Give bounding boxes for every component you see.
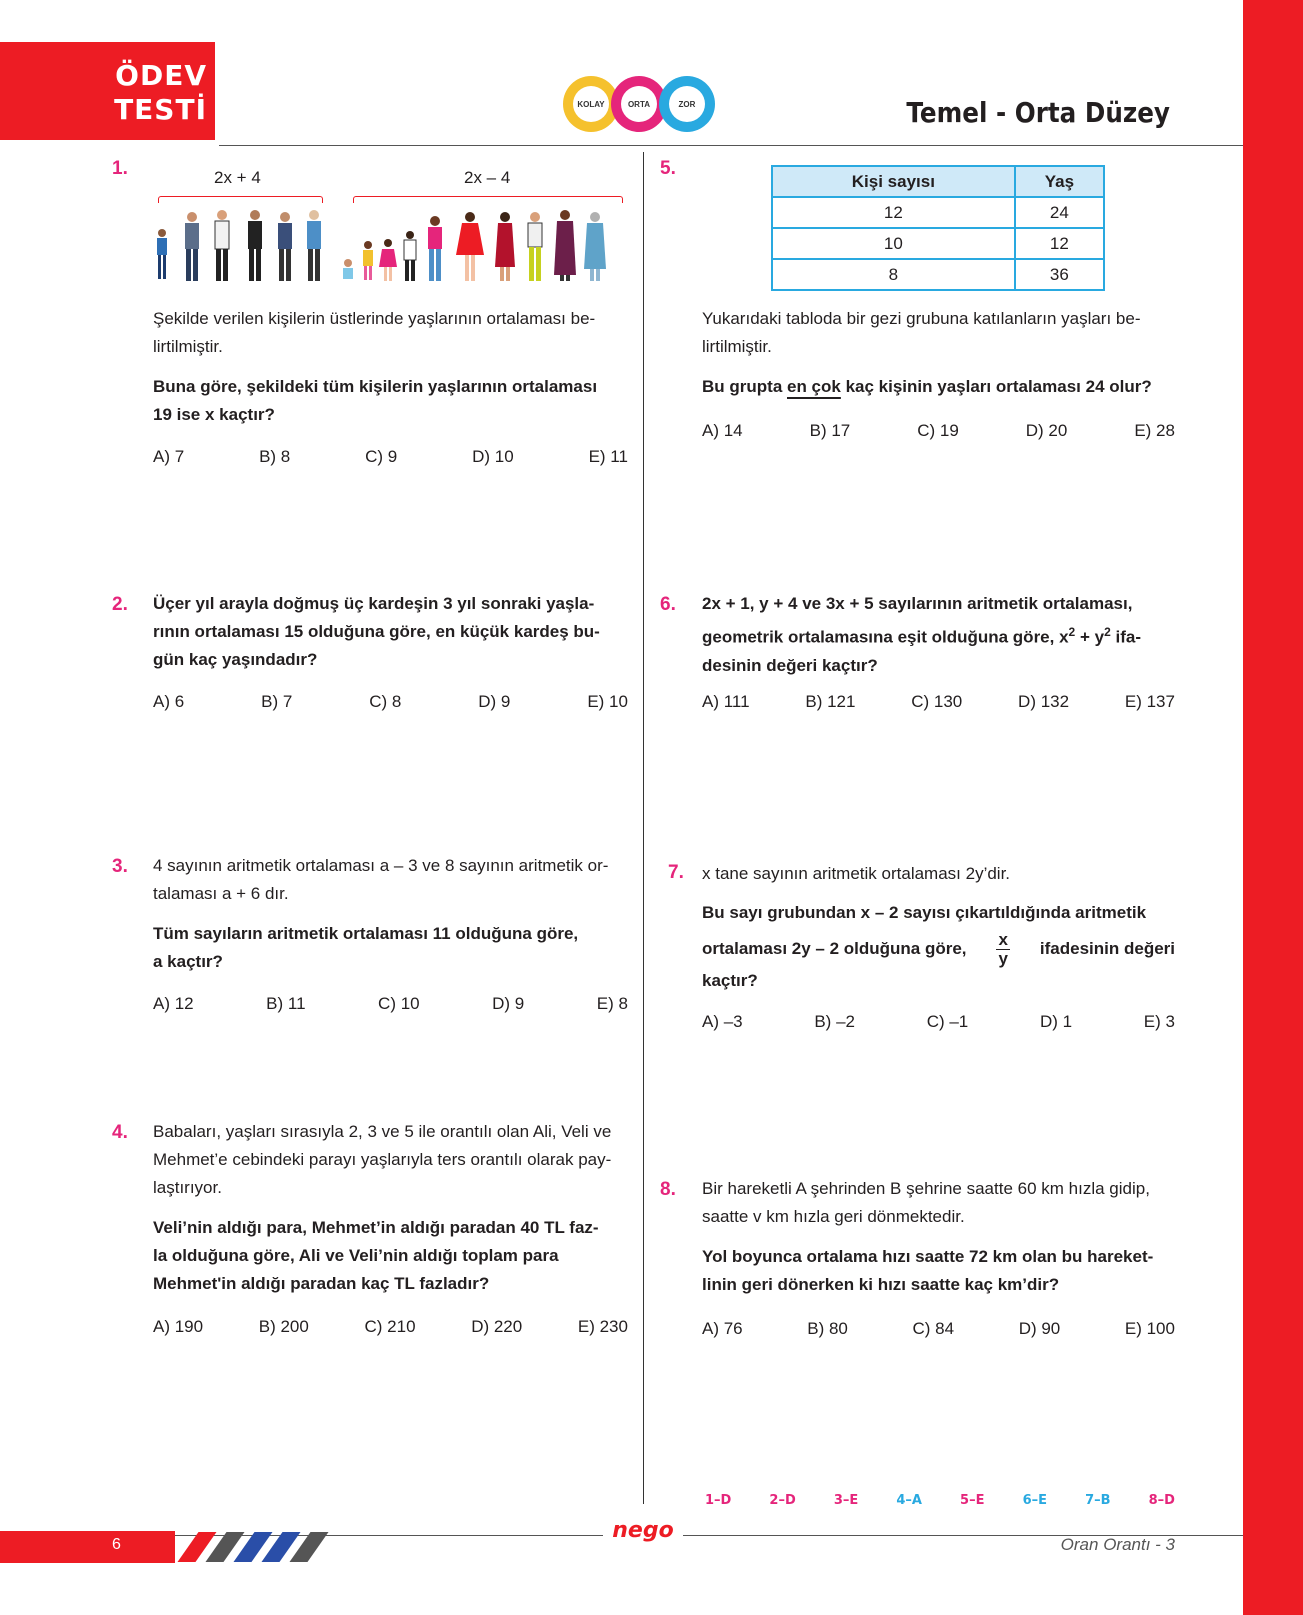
- table-header-count: Kişi sayısı: [772, 166, 1015, 197]
- q6-bold-line2: [702, 618, 1175, 652]
- level-hard: [659, 76, 715, 132]
- person-icon: [456, 212, 484, 281]
- q5-options: [702, 421, 1175, 441]
- q2-option-a[interactable]: A) 6: [153, 692, 185, 711]
- q2-bold-line2: rının ortalaması 15 olduğuna göre, en küçük kardeş bu-: [153, 622, 600, 641]
- q7-option-b[interactable]: B) –2: [814, 1012, 855, 1031]
- q5-option-e[interactable]: E) 28: [1134, 421, 1175, 440]
- answer-7: 7–B: [1085, 1493, 1111, 1508]
- q4-number: 4.: [112, 1122, 128, 1143]
- difficulty-indicator: [563, 74, 733, 134]
- q4-option-d[interactable]: D) 220: [471, 1317, 523, 1336]
- q7-line2-post: ifadesinin değeri: [1039, 939, 1175, 958]
- q2-bold-line3: gün kaç yaşındadır?: [153, 650, 318, 669]
- q1-option-a[interactable]: A) 7: [153, 447, 185, 466]
- person-icon: [554, 210, 576, 281]
- answer-6: 6–E: [1022, 1493, 1047, 1508]
- person-icon: [363, 241, 373, 280]
- q4-text-line3: laştırıyor.: [153, 1178, 222, 1197]
- person-icon: [278, 212, 292, 281]
- q5-text-line2: lirtilmiştir.: [702, 337, 772, 356]
- q6-sup-x: 2: [1068, 625, 1076, 639]
- q6-line2-mid: + y: [1075, 627, 1105, 647]
- q5-intro: [702, 305, 1175, 361]
- q6-option-e[interactable]: E) 137: [1124, 692, 1175, 711]
- q8-question: [702, 1243, 1175, 1299]
- q3-question: [153, 920, 628, 976]
- page-number: 6: [112, 1536, 121, 1553]
- person-icon: [157, 229, 167, 279]
- q8-number: 8.: [660, 1179, 676, 1200]
- q5-text-line1: Yukarıdaki tabloda bir gezi grubuna katılanların yaşları be-: [702, 309, 1141, 328]
- q8-option-c[interactable]: C) 84: [912, 1319, 955, 1338]
- women-group: [343, 210, 606, 281]
- table-cell: 12: [772, 197, 1015, 228]
- q6-bold-line1: 2x + 1, y + 4 ve 3x + 5 sayılarının aritmetik ortalaması,: [702, 594, 1133, 613]
- q1-option-d[interactable]: D) 10: [472, 447, 514, 466]
- q1-text-line2: lirtilmiştir.: [153, 337, 223, 356]
- q4-text-line1: Babaları, yaşları sırasıyla 2, 3 ve 5 ile orantılı olan Ali, Veli ve: [153, 1122, 612, 1141]
- q3-options: [153, 994, 628, 1014]
- q3-text-line2: talaması a + 6 dır.: [153, 884, 289, 903]
- q5-number: 5.: [660, 158, 676, 179]
- women-brace: [353, 196, 623, 203]
- q2-question: [153, 590, 628, 674]
- table-cell: 36: [1015, 259, 1104, 290]
- q4-text-line2: Mehmet’e cebindeki parayı yaşlarıyla ters orantılı olarak pay-: [153, 1150, 612, 1169]
- q7-options: [702, 1012, 1175, 1032]
- q1-question: [153, 373, 628, 429]
- q6-options: [702, 692, 1175, 712]
- q7-number: 7.: [668, 862, 684, 883]
- q3-option-a[interactable]: A) 12: [153, 994, 194, 1013]
- q2-option-d[interactable]: D) 9: [478, 692, 511, 711]
- q8-option-a[interactable]: A) 76: [702, 1319, 743, 1338]
- badge-border: [213, 42, 221, 140]
- answer-1: 1–D: [705, 1493, 732, 1508]
- q7-bold-line1: Bu sayı grubundan x – 2 sayısı çıkartıldığında aritmetik: [702, 903, 1147, 922]
- person-icon: [248, 210, 262, 281]
- people-illustration: [150, 205, 630, 287]
- q7-option-e[interactable]: E) 3: [1143, 1012, 1175, 1031]
- q1-label-women: 2x – 4: [464, 168, 511, 187]
- table-cell: 12: [1015, 228, 1104, 259]
- q8-option-b[interactable]: B) 80: [807, 1319, 848, 1338]
- q7-intro: x tane sayının aritmetik ortalaması 2y’dir.: [702, 864, 1011, 883]
- q8-bold-line2: linin geri dönerken ki hızı saatte kaç km’dir?: [702, 1275, 1060, 1294]
- table-cell: 10: [772, 228, 1015, 259]
- answer-5: 5–E: [960, 1493, 985, 1508]
- person-icon: [404, 231, 416, 281]
- person-icon: [215, 210, 229, 281]
- person-icon: [428, 216, 442, 281]
- q1-label-men: 2x + 4: [214, 168, 261, 187]
- q2-option-c[interactable]: C) 8: [369, 692, 402, 711]
- q8-bold-line1: Yol boyunca ortalama hızı saatte 72 km olan bu hareket-: [702, 1247, 1154, 1266]
- q5-option-c[interactable]: C) 19: [917, 421, 959, 440]
- q3-option-d[interactable]: D) 9: [492, 994, 525, 1013]
- men-brace: [158, 196, 323, 203]
- person-icon: [495, 212, 515, 281]
- q2-option-b[interactable]: B) 7: [261, 692, 293, 711]
- q4-option-e[interactable]: E) 230: [577, 1317, 628, 1336]
- answer-2: 2–D: [769, 1493, 796, 1508]
- q1-intro: [153, 305, 628, 361]
- q5-option-d[interactable]: D) 20: [1025, 421, 1068, 440]
- q3-bold-line2: a kaçtır?: [153, 952, 223, 971]
- q6-option-c[interactable]: C) 130: [911, 692, 963, 711]
- q7-frac-num: x: [998, 929, 1008, 949]
- person-icon: [584, 212, 606, 281]
- q4-bold-line1: Veli’nin aldığı para, Mehmet’in aldığı paradan 40 TL faz-: [153, 1218, 599, 1237]
- q6-bold-line3: desinin değeri kaçtır?: [702, 655, 878, 675]
- table-row: [772, 228, 1104, 259]
- q7-option-d[interactable]: D) 1: [1039, 1012, 1073, 1031]
- badge-line-1: ÖDEV: [115, 59, 207, 92]
- right-edge-bar: [1243, 0, 1303, 1615]
- q2-bold-line1: Üçer yıl arayla doğmuş üç kardeşin 3 yıl sonraki yaşla-: [153, 594, 595, 613]
- table-header-age: Yaş: [1015, 166, 1104, 197]
- badge-line-2: TESTİ: [114, 93, 207, 126]
- publisher-logo: nego: [603, 1518, 683, 1546]
- person-icon: [343, 259, 353, 279]
- q6-option-d[interactable]: D) 132: [1018, 692, 1070, 711]
- q1-option-e[interactable]: E) 11: [588, 447, 628, 466]
- table-cell: 8: [772, 259, 1015, 290]
- q8-option-d[interactable]: D) 90: [1018, 1319, 1061, 1338]
- q6-sup-y: 2: [1104, 625, 1111, 639]
- q1-option-b[interactable]: B) 8: [259, 447, 291, 466]
- level-easy-label: KOLAY: [573, 86, 609, 122]
- header-rule: [219, 145, 1243, 146]
- q5-age-table: [771, 165, 1105, 291]
- q1-bold-line1: Buna göre, şekildeki tüm kişilerin yaşlarının ortalaması: [153, 377, 598, 396]
- q3-bold-line1: Tüm sayıların aritmetik ortalaması 11 olduğuna göre,: [153, 924, 579, 943]
- men-group: [157, 210, 321, 281]
- person-icon: [185, 212, 199, 281]
- q5-option-b[interactable]: B) 17: [809, 421, 851, 440]
- q3-option-e[interactable]: E) 8: [596, 994, 628, 1013]
- q4-option-c[interactable]: C) 210: [364, 1317, 416, 1336]
- q5-bold-pre: Bu grupta: [702, 377, 787, 396]
- person-icon: [528, 212, 542, 281]
- q2-option-e[interactable]: E) 10: [587, 692, 628, 711]
- q4-option-b[interactable]: B) 200: [258, 1317, 309, 1336]
- q4-option-a[interactable]: A) 190: [153, 1317, 204, 1336]
- q7-frac-den: y: [998, 948, 1008, 968]
- q3-number: 3.: [112, 856, 128, 877]
- q4-bold-line2: la olduğuna göre, Ali ve Veli’nin aldığı toplam para: [153, 1246, 559, 1265]
- q8-text-line2: saatte v km hızla geri dönmektedir.: [702, 1207, 965, 1226]
- q7-option-c[interactable]: C) –1: [926, 1012, 969, 1031]
- person-icon: [379, 239, 397, 281]
- footer-title: Oran Orantı - 3: [1060, 1535, 1175, 1554]
- q5-bold-underline: en çok: [787, 377, 841, 396]
- table-row: [772, 259, 1104, 290]
- column-divider: [643, 152, 644, 1504]
- q5-bold-post: kaç kişinin yaşları ortalaması 24 olur?: [840, 377, 1152, 396]
- q8-intro: [702, 1175, 1175, 1231]
- answer-4: 4–A: [896, 1493, 922, 1508]
- q7-line2-pre: ortalaması 2y – 2 olduğuna göre,: [702, 939, 967, 958]
- q6-option-a[interactable]: A) 111: [702, 692, 750, 711]
- q7-option-a[interactable]: A) –3: [702, 1012, 743, 1031]
- answer-key: [705, 1493, 1175, 1508]
- q1-options: [153, 447, 628, 467]
- q4-question: [153, 1214, 628, 1298]
- answer-3: 3–E: [833, 1493, 859, 1508]
- table-row: [772, 197, 1104, 228]
- table-cell: 24: [1015, 197, 1104, 228]
- q6-line2-pre: geometrik ortalamasına eşit olduğuna göre, x: [702, 627, 1069, 647]
- q8-options: [702, 1319, 1175, 1339]
- q2-options: [153, 692, 628, 712]
- q1-text-line1: Şekilde verilen kişilerin üstlerinde yaşlarının ortalaması be-: [153, 309, 596, 328]
- q3-option-c[interactable]: C) 10: [378, 994, 420, 1013]
- page-title: Temel - Orta Düzey: [906, 96, 1170, 129]
- person-icon: [307, 210, 321, 281]
- q6-option-b[interactable]: B) 121: [805, 692, 856, 711]
- q8-text-line1: Bir hareketli A şehrinden B şehrine saatte 60 km hızla gidip,: [702, 1179, 1150, 1198]
- q6-question: [702, 590, 1175, 680]
- q5-question: [702, 373, 1175, 401]
- homework-badge: [0, 42, 213, 140]
- q3-intro: [153, 852, 628, 908]
- page-number-bar: [0, 1531, 175, 1563]
- q2-number: 2.: [112, 594, 128, 615]
- q1-bold-line2: 19 ise x kaçtır?: [153, 405, 275, 424]
- q5-option-a[interactable]: A) 14: [702, 421, 743, 440]
- q6-number: 6.: [660, 594, 676, 615]
- q7-bold-line3: kaçtır?: [702, 971, 758, 990]
- level-medium-label: ORTA: [621, 86, 657, 122]
- q4-bold-line3: Mehmet'in aldığı paradan kaç TL fazladır?: [153, 1274, 490, 1293]
- q4-intro: [153, 1118, 628, 1202]
- footer-stripes: [178, 1531, 328, 1563]
- q7-fraction: [996, 931, 1009, 968]
- q4-options: [153, 1317, 628, 1337]
- q6-line2-post: ifa-: [1110, 627, 1141, 647]
- q7-bold-line2: [702, 926, 1175, 972]
- q3-option-b[interactable]: B) 11: [266, 994, 306, 1013]
- q1-option-c[interactable]: C) 9: [365, 447, 398, 466]
- q1-number: 1.: [112, 158, 128, 179]
- answer-8: 8–D: [1148, 1493, 1175, 1508]
- q8-option-e[interactable]: E) 100: [1124, 1319, 1175, 1338]
- level-hard-label: ZOR: [669, 86, 705, 122]
- q3-text-line1: 4 sayının aritmetik ortalaması a – 3 ve 8 sayının aritmetik or-: [153, 856, 609, 875]
- table-header-row: [772, 166, 1104, 197]
